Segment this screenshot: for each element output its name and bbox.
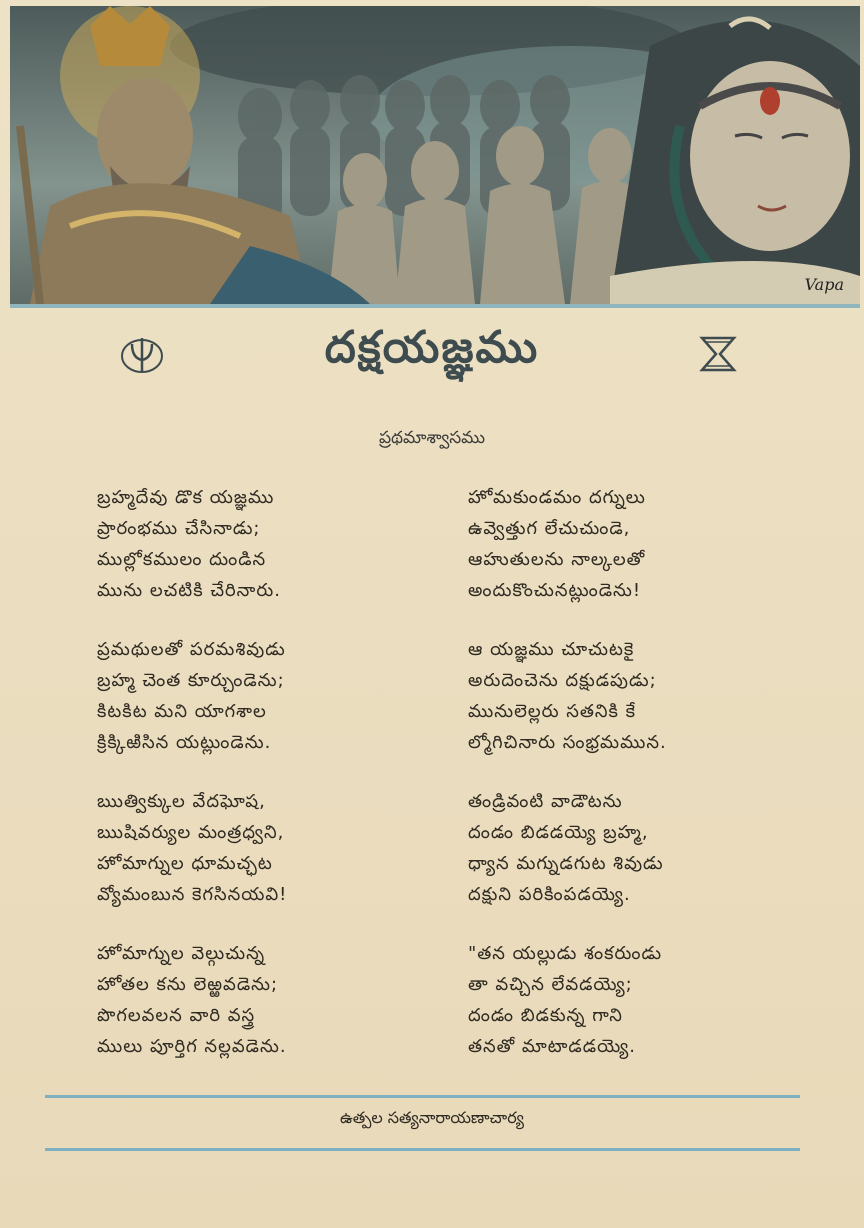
poem-line: పొగలవలన వారి వస్త్ర: [97, 1005, 256, 1026]
illustration-art: [10, 6, 860, 304]
poem-line: దండం బిడడయ్యె బ్రహ్మ,: [468, 822, 649, 843]
stanza: [468, 634, 768, 758]
header-illustration: [10, 6, 860, 308]
poem-line: మునులెల్లరు సతనికి కే: [468, 701, 637, 722]
poem-line: ప్రారంభము చేసినాడు;: [97, 518, 261, 539]
stanza: [97, 482, 397, 606]
poem-line: ఋత్విక్కుల వేదఘోష,: [97, 791, 266, 812]
damaru-emblem-icon: [696, 332, 740, 376]
stanza: [468, 786, 768, 910]
author-name: ఉత్పల సత్యనారాయణాచార్య: [339, 1108, 525, 1127]
poem-line: ఉవ్వెత్తుగ లేచుచుండె,: [468, 518, 631, 539]
poem-line: ధ్యాన మగ్నుడగుట శివుడు: [468, 853, 664, 874]
poem-line: మును లచటికి చేరినారు.: [97, 580, 281, 601]
poem-line: ములు పూర్తిగ నల్లవడెను.: [97, 1036, 287, 1057]
poem-line: దక్షుని పరికింపడయ్యె.: [468, 884, 631, 905]
divider-bottom: [45, 1148, 800, 1151]
stanza: [97, 786, 397, 910]
poem-line: ల్మోగిచినారు సంభ్రమమున.: [468, 732, 667, 753]
poem-column-right: [468, 482, 768, 1090]
poem-line: తండ్రివంటి వాడౌటను: [468, 791, 623, 812]
artist-signature: Vapa: [804, 275, 844, 294]
poem-line: వ్యోమంబున కెగసినయవి!: [97, 884, 288, 905]
poem-line: హోమాగ్నుల వెల్గుచున్న: [97, 943, 266, 964]
poem-line: తనతో మాటాడడయ్యె.: [468, 1036, 636, 1057]
poem-line: దండం బిడకున్న గాని: [468, 1005, 623, 1026]
stanza: [468, 482, 768, 606]
poem-line: హోమకుండమం దగ్నులు: [468, 487, 646, 508]
poem-line: తా వచ్చిన లేవడయ్యె;: [468, 974, 633, 995]
poem-line: క్రిక్కిఱిసిన యట్లుండెను.: [97, 732, 272, 753]
poem-line: బ్రహ్మదేవు డొక యజ్ఞము: [97, 487, 275, 508]
poem-column-left: [97, 482, 397, 1090]
poem-line: ప్రమథులతో పరమశివుడు: [97, 639, 286, 660]
poem-line: అరుదెంచెను దక్షుడపుడు;: [468, 670, 657, 691]
poem-line: బ్రహ్మ చెంత కూర్చుండెను;: [97, 670, 285, 691]
poem-line: హోమాగ్నుల ధూమచ్ఛట: [97, 853, 273, 874]
poem-line: ముల్లోకములం దుండిన: [97, 549, 267, 570]
page-title: దక్షయజ్ఞము: [324, 322, 540, 373]
stanza: [97, 634, 397, 758]
section-subtitle: ప్రథమాశ్వాసము: [378, 428, 486, 448]
poem-line: ఆ యజ్ఞము చూచుటకై: [468, 639, 635, 660]
poem-line: కిటకిట మని యాగశాల: [97, 701, 267, 722]
stanza: [97, 938, 397, 1062]
poem-line: హోతల కను లెఱ్ఱవడెను;: [97, 974, 279, 995]
poem-line: ఋషివర్యుల మంత్రధ్వని,: [97, 822, 285, 843]
poem-line: "తన యల్లుడు శంకరుండు: [468, 943, 663, 964]
poem-line: అందుకొంచునట్లుండెను!: [468, 580, 642, 601]
stanza: [468, 938, 768, 1062]
divider-top: [45, 1095, 800, 1098]
poem-line: ఆహుతులను నాల్కలతో: [468, 549, 646, 570]
